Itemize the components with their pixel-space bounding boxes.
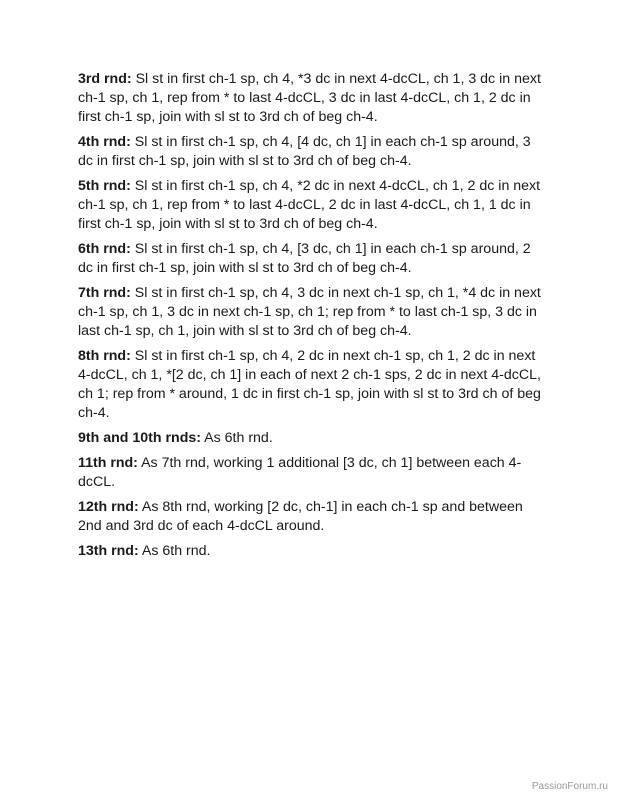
round-label: 6th rnd: (78, 241, 131, 257)
round-label: 9th and 10th rnds: (78, 430, 201, 446)
round-9-10 (78, 429, 548, 448)
round-6 (78, 240, 548, 278)
round-12 (78, 498, 548, 536)
round-label: 13th rnd: (78, 543, 139, 559)
round-3 (78, 70, 548, 127)
round-text: Sl st in first ch-1 sp, ch 4, 3 dc in next ch-1 sp, ch 1, *4 dc in next ch-1 sp, ch 1, 3 dc in next ch-1 sp, ch 1; rep from * to last ch-1 sp, 3 dc in last ch-1 sp, ch 1, join with sl st to 3rd ch of beg ch-4. (78, 285, 541, 339)
round-text: As 8th rnd, working [2 dc, ch-1] in each ch-1 sp and between 2nd and 3rd dc of each 4-dcCL around. (78, 499, 523, 534)
round-13 (78, 542, 548, 561)
round-11 (78, 454, 548, 492)
round-text: Sl st in first ch-1 sp, ch 4, [4 dc, ch 1] in each ch-1 sp around, 3 dc in first ch-1 sp, join with sl st to 3rd ch of beg ch-4. (78, 134, 531, 169)
round-8 (78, 347, 548, 423)
round-5 (78, 177, 548, 234)
round-text: Sl st in first ch-1 sp, ch 4, *2 dc in next 4-dcCL, ch 1, 2 dc in next ch-1 sp, ch 1, rep from * to last 4-dcCL, 2 dc in last 4-dcCL, ch 1, 1 dc in first ch-1 sp, join with sl st to 3rd ch of beg ch-4. (78, 178, 541, 232)
round-text: Sl st in first ch-1 sp, ch 4, 2 dc in next ch-1 sp, ch 1, 2 dc in next 4-dcCL, ch 1, *[2 dc, ch 1] in each of next 2 ch-1 sps, 2 dc in next 4-dcCL, ch 1; rep from * around, 1 dc in first ch-1 sp, join with sl st to 3rd ch of beg ch-4. (78, 348, 541, 421)
round-text: As 6th rnd. (141, 543, 211, 559)
round-label: 4th rnd: (78, 134, 131, 150)
round-7 (78, 284, 548, 341)
round-label: 5th rnd: (78, 178, 131, 194)
round-text: As 6th rnd. (204, 430, 273, 446)
round-text: Sl st in first ch-1 sp, ch 4, *3 dc in next 4-dcCL, ch 1, 3 dc in next ch-1 sp, ch 1, rep from * to last 4-dcCL, 3 dc in last 4-dcCL, ch 1, 2 dc in first ch-1 sp, join with sl st to 3rd ch of beg ch-4. (78, 71, 541, 125)
instructions-body (78, 70, 548, 567)
watermark: PassionForum.ru (531, 781, 608, 792)
round-label: 3rd rnd: (78, 71, 132, 87)
round-label: 7th rnd: (78, 285, 131, 301)
round-label: 12th rnd: (78, 499, 139, 515)
round-label: 11th rnd: (78, 455, 138, 471)
round-text: As 7th rnd, working 1 additional [3 dc, ch 1] between each 4-dcCL. (78, 455, 522, 490)
round-text: Sl st in first ch-1 sp, ch 4, [3 dc, ch 1] in each ch-1 sp around, 2 dc in first ch-1 sp, join with sl st to 3rd ch of beg ch-4. (78, 241, 531, 276)
round-label: 8th rnd: (78, 348, 131, 364)
round-4 (78, 133, 548, 171)
